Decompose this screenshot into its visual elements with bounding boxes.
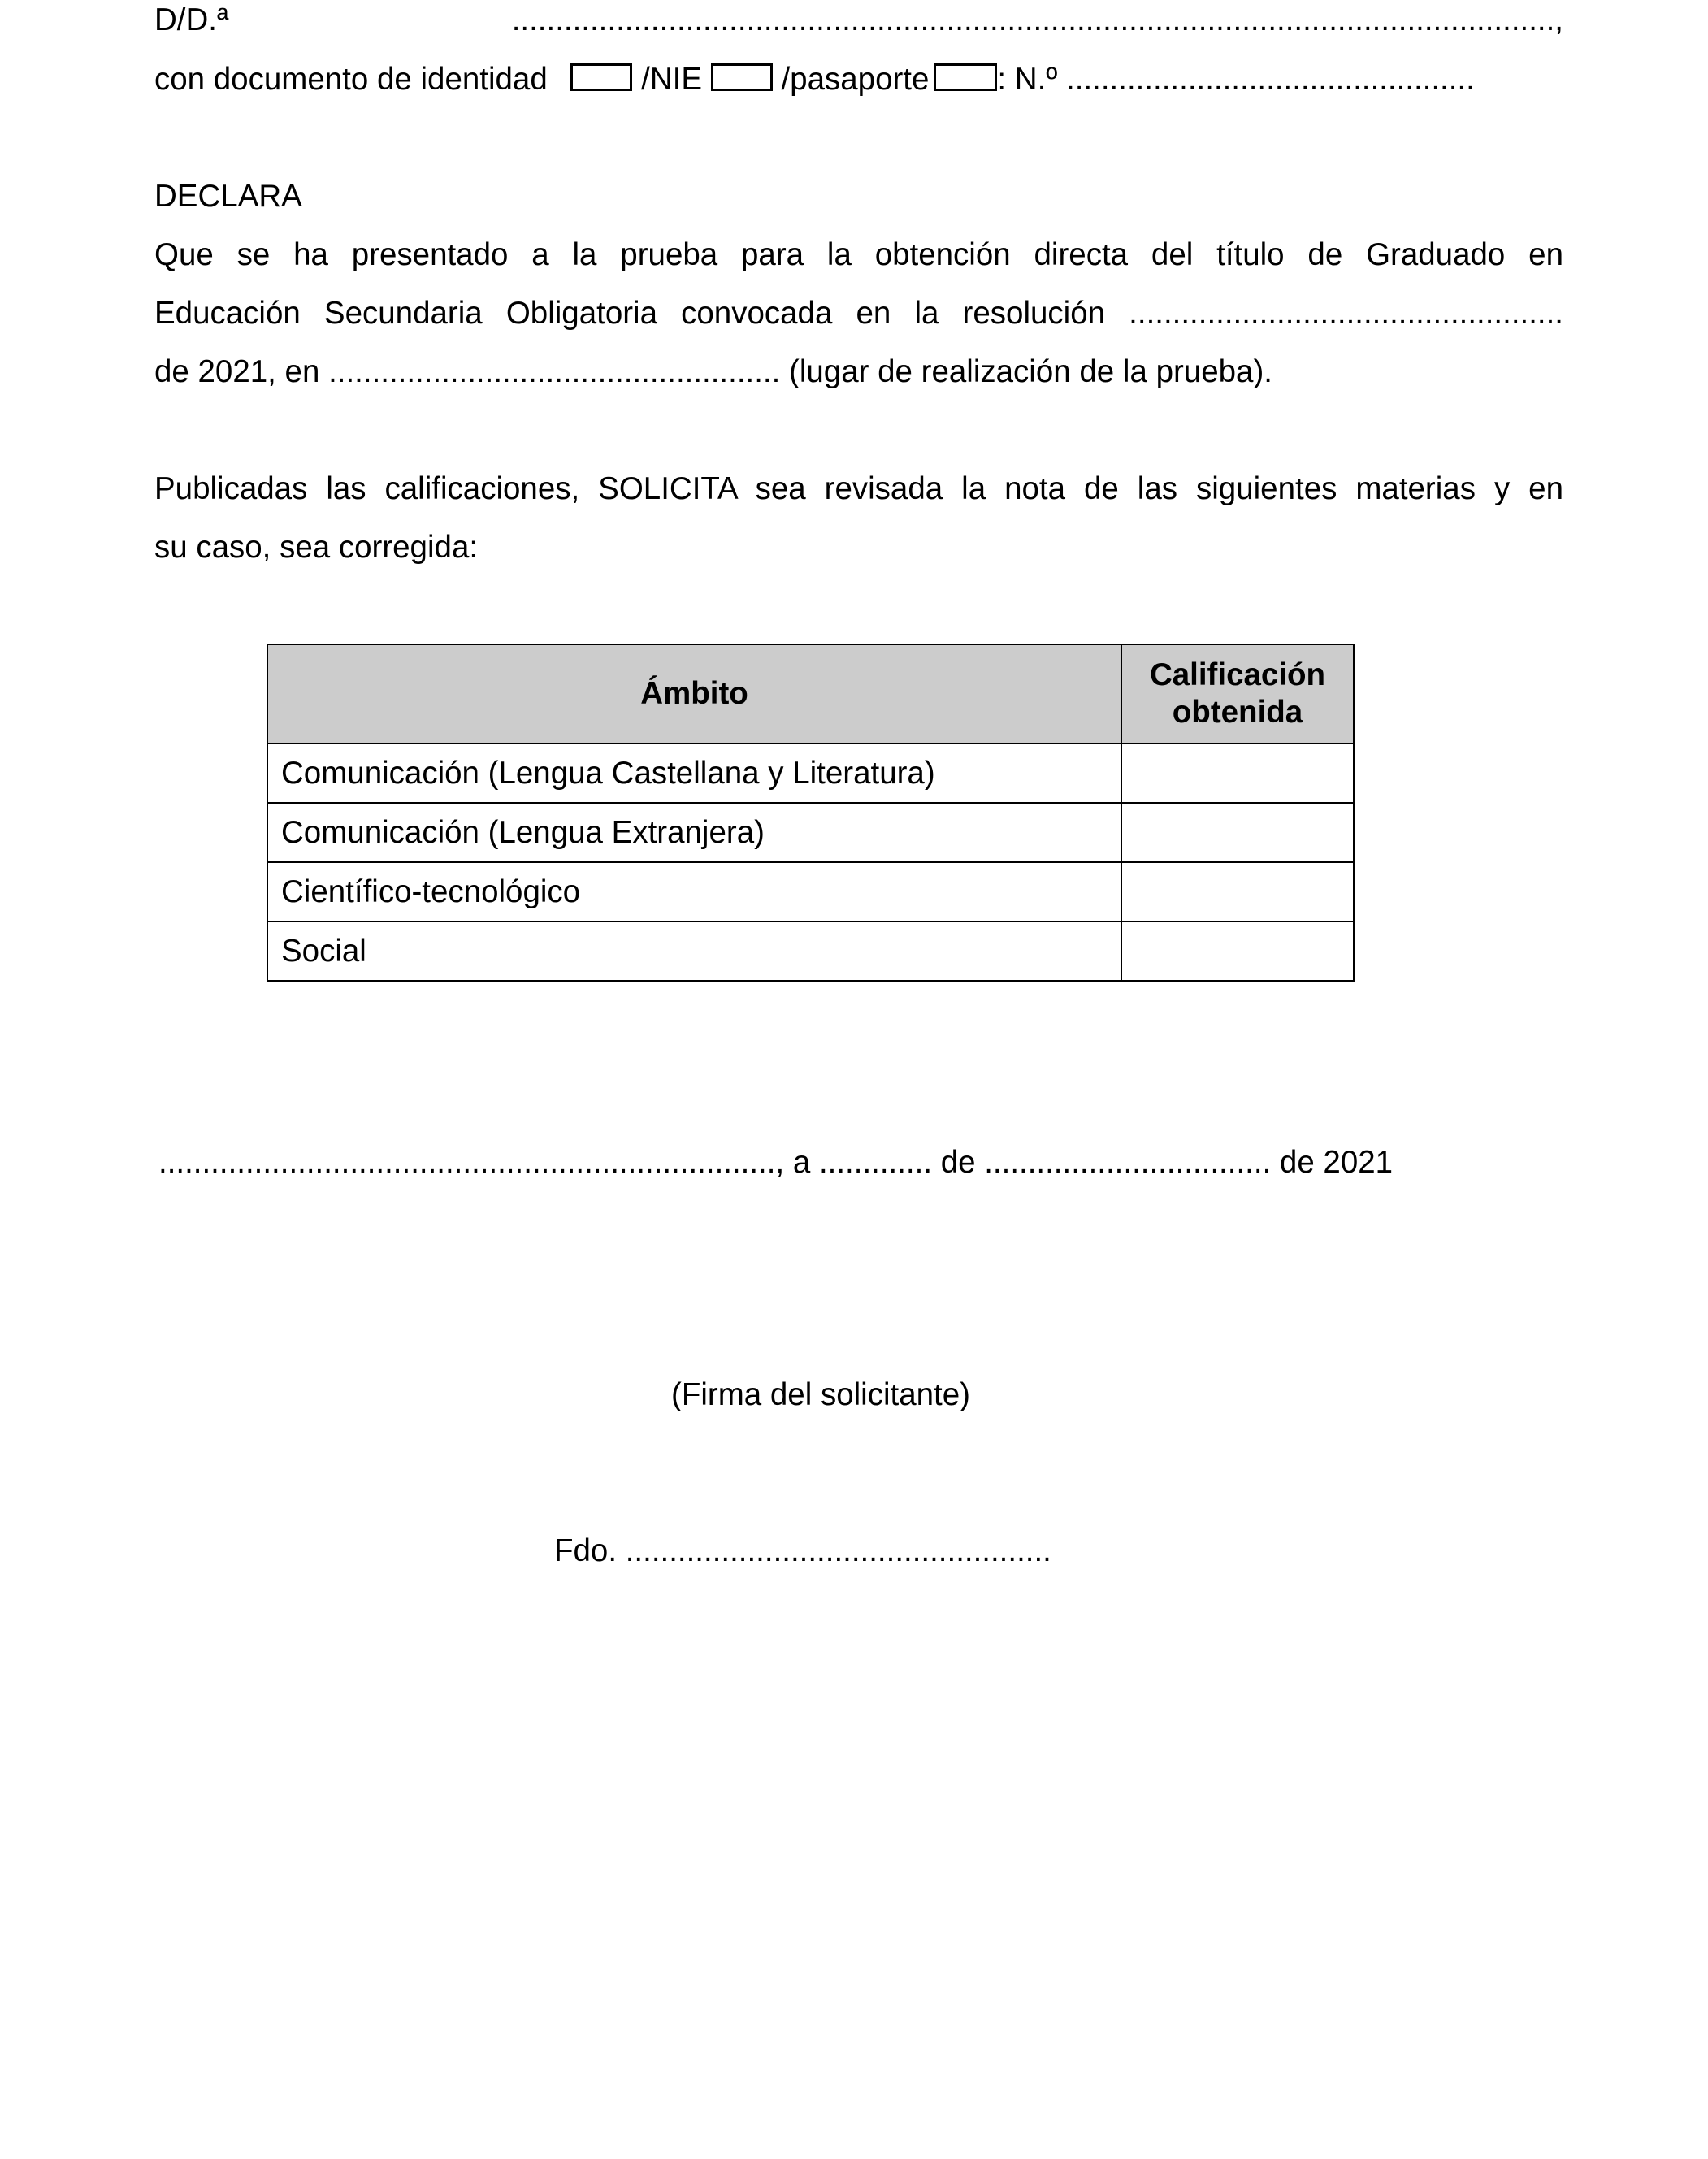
table-header-row [267, 644, 1354, 744]
header-calificacion [1121, 644, 1354, 744]
row-grade-cell[interactable] [1121, 744, 1354, 803]
grades-table-wrapper [267, 644, 1355, 982]
nie-label: /NIE [641, 62, 703, 97]
header-calificacion-line2: obtenida [1172, 695, 1303, 730]
declaration-line-1: Que se ha presentado a la prueba para la obtención directa del título de Graduado en [154, 237, 1563, 272]
number-label: : N.º [997, 62, 1058, 97]
declaration-line-2: Educación Secundaria Obligatoria convocada en la resolución .................................................. [154, 296, 1563, 331]
header-ambito: Ámbito [267, 644, 1121, 744]
row-ambito-cell: Social [267, 921, 1121, 981]
row-ambito-cell: Comunicación (Lengua Extranjera) [267, 803, 1121, 862]
declara-heading: DECLARA [154, 179, 302, 214]
nie-checkbox[interactable] [711, 63, 773, 91]
number-field-dots[interactable]: ............................................... [1066, 62, 1475, 97]
row-ambito-cell: Comunicación (Lengua Castellana y Literatura) [267, 744, 1121, 803]
row-grade-cell[interactable] [1121, 862, 1354, 921]
table-row [267, 744, 1354, 803]
name-label: D/D.ª [154, 2, 229, 37]
table-row [267, 803, 1354, 862]
applicant-name-line [154, 2, 1563, 39]
passport-checkbox[interactable] [934, 63, 997, 91]
applicant-id-line [154, 61, 1475, 98]
name-field-dots[interactable]: ........................................................................................................................, [511, 2, 1563, 37]
signature-caption: (Firma del solicitante) [671, 1377, 970, 1412]
request-line-1: Publicadas las calificaciones, SOLICITA sea revisada la nota de las siguientes materias y en [154, 471, 1563, 506]
grades-table [267, 644, 1355, 982]
declaration-line-3: de 2021, en .................................................... (lugar de realización de la prueba). [154, 354, 1272, 389]
signature-fdo-line[interactable]: Fdo. ................................................. [554, 1533, 1051, 1568]
header-calificacion-line1: Calificación [1149, 657, 1326, 692]
row-grade-cell[interactable] [1121, 921, 1354, 981]
id-label: con documento de identidad [154, 62, 548, 97]
date-line[interactable]: ......................................................................., a ............. de ................................. de 2021 [158, 1145, 1394, 1180]
passport-label: /pasaporte [781, 62, 930, 97]
row-grade-cell[interactable] [1121, 803, 1354, 862]
table-row [267, 862, 1354, 921]
table-row [267, 921, 1354, 981]
row-ambito-cell: Científico-tecnológico [267, 862, 1121, 921]
request-line-2: su caso, sea corregida: [154, 530, 479, 565]
dni-checkbox[interactable] [570, 63, 632, 91]
